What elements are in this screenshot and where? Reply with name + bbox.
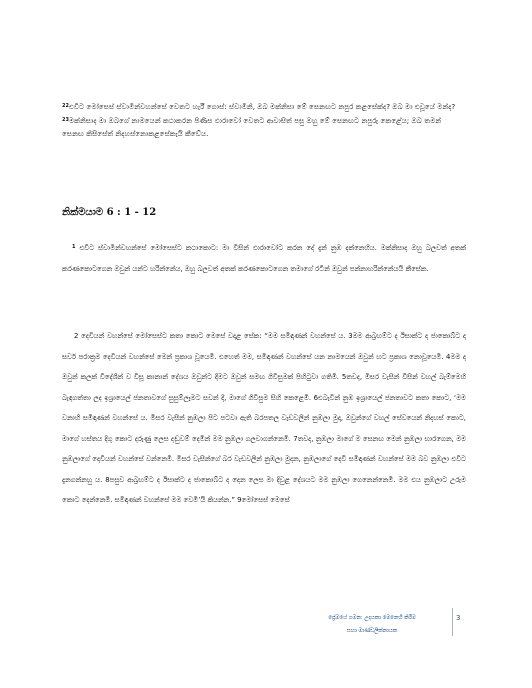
page-number: 3 xyxy=(456,614,461,622)
footer-line-1: ප්‍රේමයේ ගමන: උදයකා මෙනෙහි කිරීම xyxy=(328,615,416,621)
verse-number-23: 23 xyxy=(62,116,69,123)
verse-number-1: 1 xyxy=(72,244,76,250)
section-heading: නික්මයාම 6 : 1 - 12 xyxy=(62,207,157,218)
verse-23-text: මක්නිසාද මා ඔබගේ නාමයෙන් කථාකරන පිණිස ඵාරාවෝ වෙතට ආවාසිත් පසු ඔහු මේ සෙනඟට නපුරු කෙළේය; ඔබ තමන් සෙනඟ කිසිසේත් නිදහස්නොකළසේකැයි කීවේය. xyxy=(62,115,442,138)
verse-22-text: එවිට මෝසෙස් ස්වාමීන්වහන්සේ වෙතට හැරී ගොස්: ස්වාමීනි, ඔබ මක්නිසා මේ සෙනඟට නපුර කළසේක්ද? ඔබ මා එවූයේ මන්ද? xyxy=(68,102,456,111)
verse-number-22: 22 xyxy=(62,103,69,109)
verse-1-text: එවිට ස්වාමීන්වහන්සේ මෝසෙස්ට කථාකොට: මා විසින් ඵාරාවෝට කරන දේ දැන් නුඹ දක්නෙහිය. මක්නිසාද ඔහු බලවත් අතක් කරණකොටගෙන ඔවුන් යන්ට හරින්නේය, ඔහු බලවත් අතක් කරණකොටගෙන තමාගේ රටින් ඔවුන් පන්නාහරින්නේයයි කීසේක. xyxy=(62,244,466,273)
footer-line-2: සහා මාණ්ඩලික්නායක xyxy=(346,628,398,634)
passage-numbers-5-22-23 xyxy=(62,100,462,141)
passage-exodus-6-2-9: 2 දෙවියන් වහන්සේ මෝසෙස්ට කතා කොට මෙසේ වදාළ සේක: “මම සමිඳාණන් වහන්සේ ය. 3මම ආබ්‍රහම්ට ද ඊසාක්ට ද ජාකොබ්ට ද සර්ව පරාක්‍රම දෙවියන් වහන්සේ මෙන් ප්‍රකාශ වූයෙමි. එහෙත් මම, සමිඳාණන් වහන්සේ යන නාමයෙන් ඔවුන් හට ප්‍රකාශ නොවූයෙමි. 4මම ද ඔවුන් කලක් විදේශීන් ව විසූ කානාන් දේශය ඔවුන්ට දීමට ඔවුන් සමඟ ගිවිසුමක් පිහිටුවා ගතිමි. 5තවද, මිසර වැසීන් විසින් වහල් බැම්මෙහි බැඳගත්තා ලද ඉශ්‍රායෙල් ජනතාවගේ සුසුම්ලෑමට සවන් දී, මාගේ ගිවිසුම සිහි කෙළෙමි. 6එබැවින් නුඹ ඉශ්‍රායෙල් ජනතාවට කතා කොට, ‘මම වනාහි සමිඳාණන් වහන්සේ ය. මිසර වැසීන් නුඹලා පිට පටවා ඇති බරපතල වැඩවලින් නුඹලා මුදා, ඔවුන්ගේ වහල් සේවයෙන් නිදහස් කොට, මාගේ හස්තය දිගු කොට දරුණු ලෙස දඬුවම් දෙමින් මම නුඹලා ගලවාගන්නෙමි. 7තවද, නුඹලා මාගේ ම සෙනඟ මෙන් නුඹලා භාරගෙන, මම නුඹලාගේ දෙවියන් වහන්සේ වන්නෙමි. මිසර වැසීන්ගේ බර වැඩවලින් නුඹලා මුදන, නුඹලාගේ දෙවි සමිඳාණන් වහන්සේ මම බව නුඹලා එවිට දැනගන්නහු ය. 8පසුව ආබ්‍රහම්ට ද ඊසාක්ට ද ජාකොබ්ට ද දෙන ලෙස මා දිවුළ දේශයට මම නුඹලා ගෙනෙන්නෙමි. මම එය නුඹලාට උරුම කොට දෙන්නෙමි. සමිඳාණන් වහන්සේ මම වෙමි’යි කියන්න.” 9මෝසෙස් මෙසේ xyxy=(62,332,466,504)
passage-exodus-6-1 xyxy=(62,237,466,279)
footer-title xyxy=(292,612,452,638)
footer-divider xyxy=(452,608,453,636)
